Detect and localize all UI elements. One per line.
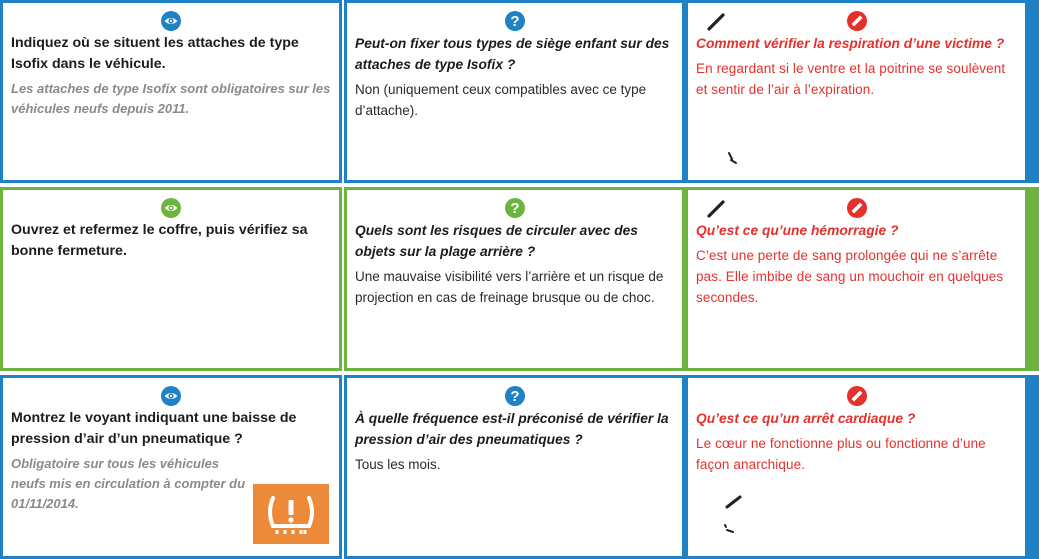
question-title: Qu’est ce qu’une hémorragie ? <box>696 223 899 238</box>
no-entry-icon <box>847 198 867 218</box>
card-row1-first-aid <box>685 0 1028 183</box>
question-icon <box>505 386 525 406</box>
answer-text: En regardant si le ventre et la poitrine se soulèvent et sentir de l’air à l’expiration. <box>696 61 1006 97</box>
question-title: Montrez le voyant indiquant une baisse de pression d’air d’un pneumatique ? <box>11 410 297 447</box>
question-title: Comment vérifier la respiration d’une victime ? <box>696 36 1005 51</box>
question-title: Peut-on fixer tous types de siège enfant sur des attaches de type Isofix ? <box>355 36 670 72</box>
side-tab-blue <box>1028 0 1039 183</box>
card-row2-first-aid <box>685 187 1028 371</box>
answer-text: Le cœur ne fonctionne plus ou fonctionne d’une façon anarchique. <box>696 436 986 472</box>
side-tab-blue <box>1028 375 1039 559</box>
no-entry-icon <box>847 386 867 406</box>
row-2 <box>0 187 1039 371</box>
eye-icon <box>161 11 181 31</box>
pen-mark-icon <box>706 198 728 220</box>
question-title: Indiquez où se situent les attaches de type Isofix dans le véhicule. <box>11 35 299 72</box>
ink-mark-icon <box>726 151 738 170</box>
card-row1-visual-check <box>0 0 342 183</box>
question-title: À quelle fréquence est-il préconisé de vérifier la pression d’air des pneumatiques ? <box>355 411 669 447</box>
ink-mark-icon <box>722 522 736 540</box>
card-row3-first-aid <box>685 375 1028 559</box>
side-tab-green <box>1028 187 1039 371</box>
answer-text: Tous les mois. <box>355 457 441 472</box>
question-note: Obligatoire sur tous les véhicules neufs mis en circulation à compter du 01/11/2014. <box>11 456 246 511</box>
question-note: Les attaches de type Isofix sont obligatoires sur les véhicules neufs depuis 2011. <box>11 81 331 116</box>
answer-text: Non (uniquement ceux compatibles avec ce type d’attache). <box>355 82 647 118</box>
card-row3-question <box>344 375 685 559</box>
question-title: Ouvrez et refermez le coffre, puis vérifiez sa bonne fermeture. <box>11 222 308 259</box>
no-entry-icon <box>847 11 867 31</box>
question-title: Qu’est ce qu’un arrêt cardiaque ? <box>696 411 916 426</box>
row-3 <box>0 375 1039 559</box>
answer-text: Une mauvaise visibilité vers l’arrière et un risque de projection en cas de freinage brusque ou de choc. <box>355 269 664 305</box>
card-row3-visual-check <box>0 375 342 559</box>
eye-icon <box>161 386 181 406</box>
pen-mark-icon <box>724 494 744 515</box>
question-title: Quels sont les risques de circuler avec des objets sur la plage arrière ? <box>355 223 638 259</box>
card-row2-question <box>344 187 685 371</box>
tire-pressure-warning-icon <box>253 484 329 544</box>
pen-mark-icon <box>706 11 728 33</box>
eye-icon <box>161 198 181 218</box>
question-icon <box>505 198 525 218</box>
row-1 <box>0 0 1039 183</box>
card-row1-question <box>344 0 685 183</box>
card-row2-visual-check <box>0 187 342 371</box>
answer-text: C’est une perte de sang prolongée qui ne s’arrête pas. Elle imbibe de sang un mouchoir en quelques secondes. <box>696 248 1004 305</box>
question-icon <box>505 11 525 31</box>
